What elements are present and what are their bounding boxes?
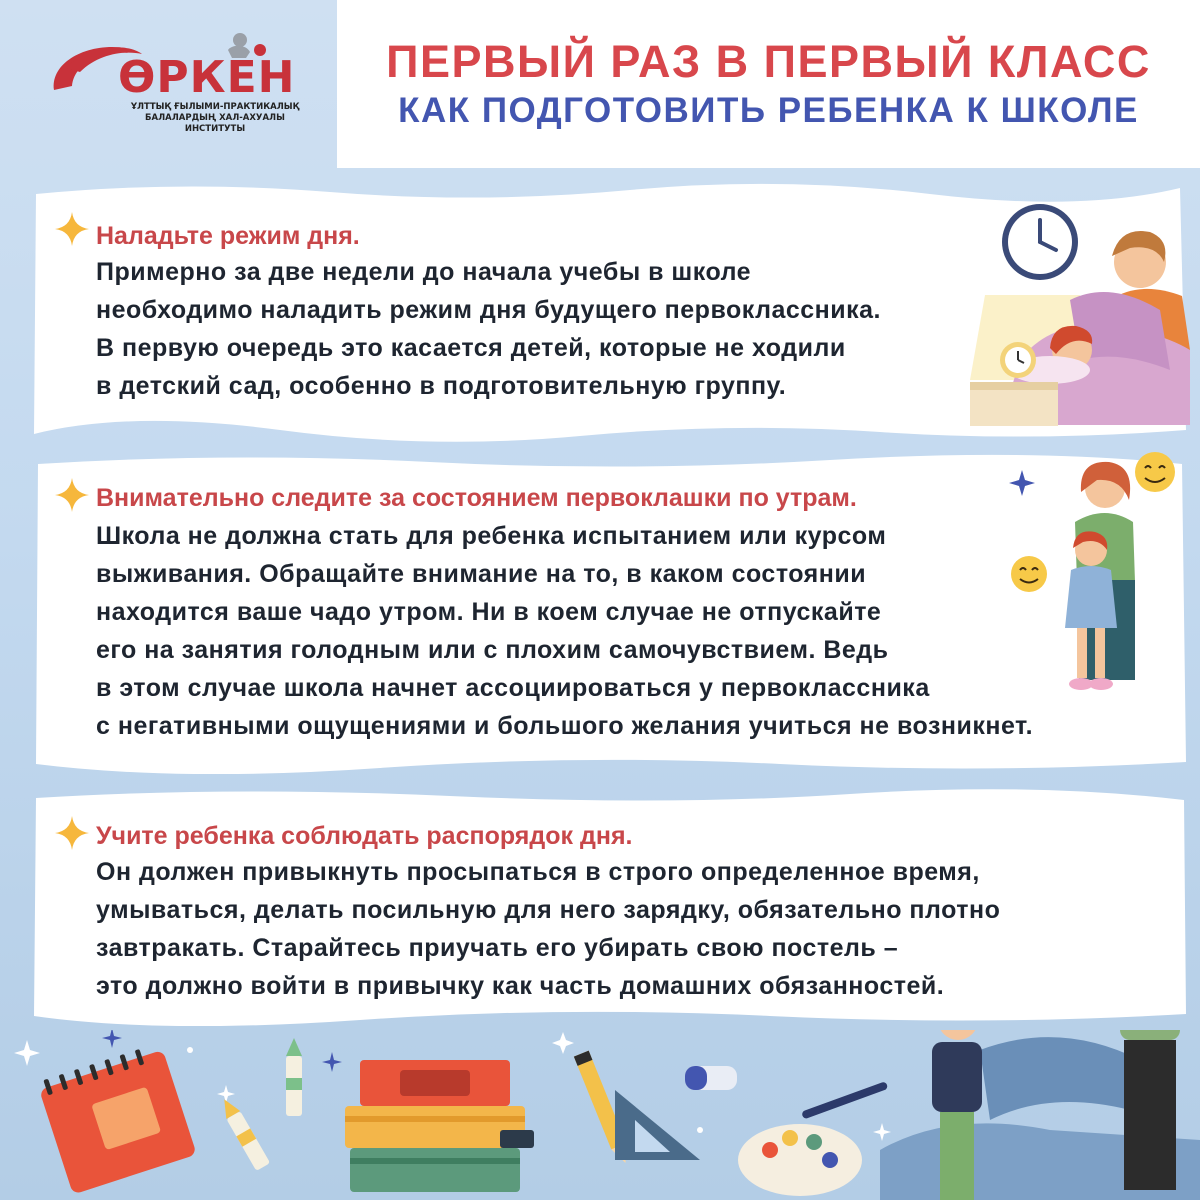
smiley-icon [1011, 556, 1047, 592]
section-text-line: необходимо наладить режим дня будущего первоклассника. [96, 296, 881, 324]
section-text-line: это должно войти в привычку как часть домашних обязанностей. [96, 972, 945, 1000]
clock-icon [1002, 204, 1078, 280]
title-panel [337, 0, 1200, 168]
section-heading: Внимательно следите за состоянием первоклашки по утрам. [96, 484, 857, 512]
section-text-line: Он должен привыкнуть просыпаться в строго определенное время, [96, 858, 980, 886]
section-text-line: с негативными ощущениями и большого желания учиться не возникнет. [96, 712, 1034, 740]
section-text-line: находится ваше чадо утром. Ни в коем случае не отпускайте [96, 598, 882, 626]
sleeping-child-illustration [960, 200, 1190, 430]
section-text-line: Примерно за две недели до начала учебы в школе [96, 258, 752, 286]
sparkle-icon [55, 478, 89, 512]
books-icon [345, 1060, 534, 1192]
smiley-icon [1135, 452, 1175, 492]
section-text-line: Школа не должна стать для ребенка испытанием или курсом [96, 522, 887, 550]
section-heading: Учите ребенка соблюдать распорядок дня. [96, 822, 633, 850]
section-text-line: в детский сад, особенно в подготовительную группу. [96, 372, 787, 400]
section-text-line: В первую очередь это касается детей, которые не ходили [96, 334, 846, 362]
crayon-icon [217, 1095, 270, 1171]
protractor-icon [615, 1090, 700, 1160]
logo-subtitle [120, 102, 310, 135]
eraser-icon [685, 1066, 737, 1090]
section-card [30, 180, 1190, 442]
alarm-clock-icon [1000, 342, 1036, 378]
sparkle-icon [55, 212, 89, 246]
palette-icon [738, 1081, 888, 1196]
crayon-icon [286, 1038, 302, 1116]
section-text-line: завтракать. Старайтесь приучать его убирать свою постель – [96, 934, 899, 962]
notebook-icon [37, 1042, 197, 1194]
section-heading: Наладьте режим дня. [96, 222, 360, 250]
making-bed-illustration [880, 1030, 1200, 1200]
section-text-line: его на занятия голодным или с плохим самочувствием. Ведь [96, 636, 889, 664]
logo-wordmark: ӨРКЕН [118, 52, 296, 103]
section-text-line: в этом случае школа начнет ассоциироваться у первоклассника [96, 674, 930, 702]
sparkle-icon [55, 816, 89, 850]
section-card [30, 452, 1190, 774]
logo [0, 0, 335, 168]
school-supplies-illustration [0, 1030, 1200, 1200]
mother-daughter-illustration [1005, 452, 1190, 702]
section-card [30, 786, 1190, 1026]
logo-subtitle-line: БАЛАЛАРДЫҢ ХАЛ-АХУАЛЫ ИНСТИТУТЫ [145, 113, 285, 134]
page-subtitle: КАК ПОДГОТОВИТЬ РЕБЕНКА К ШКОЛЕ [398, 91, 1139, 130]
logo-subtitle-line: ҰЛТТЫҚ ҒЫЛЫМИ-ПРАКТИКАЛЫҚ [130, 102, 300, 112]
section-text-line: умываться, делать посильную для него зарядку, обязательно плотно [96, 896, 1001, 924]
page-title: ПЕРВЫЙ РАЗ В ПЕРВЫЙ КЛАСС [386, 36, 1151, 87]
section-text-line: выживания. Обращайте внимание на то, в каком состоянии [96, 560, 867, 588]
